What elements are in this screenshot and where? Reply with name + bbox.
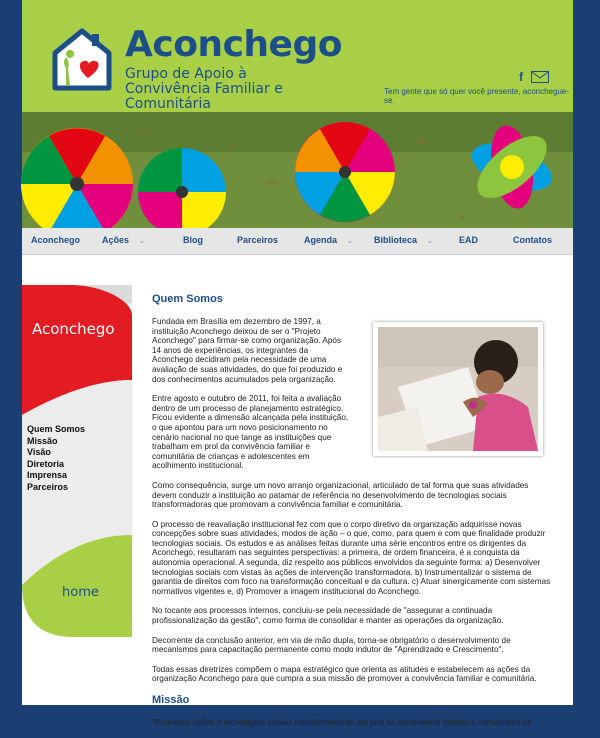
nav-item-aconchego[interactable]: Aconchego: [31, 235, 81, 245]
site-subtitle: Grupo de Apoio à Convivência Familiar e Comunitária: [125, 66, 283, 112]
hero-banner: [22, 112, 573, 228]
nav-item-contatos[interactable]: Contatos: [513, 235, 552, 245]
paragraph: Entre agosto e outubro de 2011, foi feita a avaliação dentro de um processo de planejamento estratégico. Ficou evidente a dimensão alcançada pela instituição, o que apontou para um novo posicionamento no cenário nacional no que tange as instituições que trabalham em prol da convivência familiar e comunitária de crianças e adolescentes em acolhimento institucional.: [152, 394, 349, 471]
nav-item-biblioteca[interactable]: Biblioteca ⌄: [374, 235, 433, 245]
sidebar-item-parceiros[interactable]: Parceiros: [27, 481, 69, 492]
sidebar-home-link[interactable]: home: [62, 585, 99, 600]
paragraph: Todas essas diretrizes compõem o mapa estratégico que orienta as atitudes e estabelecem as ações da organização Aconchego para que cumpra a sua missão de promover a convivência familiar e comunitária.: [152, 664, 537, 684]
chevron-down-icon: ⌄: [427, 238, 433, 245]
nav-item-parceiros[interactable]: Parceiros: [237, 235, 279, 245]
sidebar-item-quem-somos[interactable]: Quem Somos: [27, 424, 86, 434]
house-heart-logo-icon[interactable]: [52, 28, 112, 92]
chevron-down-icon: ⌄: [139, 238, 145, 245]
nav-item-agenda[interactable]: Agenda ⌄: [304, 235, 353, 245]
sidebar-item-missao[interactable]: Missão: [27, 435, 58, 446]
nav-item-ead[interactable]: EAD: [459, 235, 479, 245]
nav-item-blog[interactable]: Blog: [183, 235, 203, 245]
sidebar-menu: [27, 424, 85, 493]
tagline: Tem gente que só quer você presente, aconchegue-se.: [384, 87, 570, 105]
content-photo: [373, 322, 543, 456]
paragraph: No tocante aos processos internos, concluiu-se pela necessidade de "assegurar a continuada profissionalização da gestão", como forma de consolidar e manter as operações da organização.: [152, 606, 504, 626]
facebook-icon[interactable]: f: [519, 70, 523, 84]
section-title-missao: Missão: [152, 694, 190, 706]
site-brand[interactable]: Aconchego: [125, 24, 342, 65]
page: [22, 0, 573, 727]
paragraph: O processo de reavaliação institucional fez com que o corpo diretivo da organização adquirisse novas concepções sobre suas atividades, modos de ação – o que, como, para quem e com que finalidade produzir tecnologias sociais. Os estudos e as análises feitas durante uma série encontros entre os dirigentes da Aconchego, resultaram nas seguintes perspectivas: a primeira, de ordem financeira, é a conquista da autonomia operacional. A segunda, diz respeito aos públicos envolvidos da seguinte forma: a) Desenvolver tecnologias sociais com vistas às ações de intervenção transformadora. b) Instrumentalizar o sistema de garantia de direitos com foco na transformação conceitual e da cultura. c) Atuar sinergicamente com sistemas normativos vigentes e, d) Promover a imagem institucional do Aconchego.: [152, 519, 551, 596]
main-nav: [22, 228, 573, 255]
chevron-down-icon: ⌄: [347, 238, 353, 245]
paragraph: Fundada em Brasília em dezembro de 1997, a instituição Aconchego deixou de ser o "Projeto Aconchego" para firmar-se como organização. Após 14 anos de experiências, os integrantes da Aconchego decidiram pela necessidade de uma avaliação de suas atividades, do que foi produzido e dos conhecimentos acumulados pela organização.: [152, 317, 343, 384]
paragraph: Decorrente da conclusão anterior, em via de mão dupla, torna-se obrigatório o desenvolvimento de mecanismos para capacitação permanente como modo indutor de "Aprendizado e Crescimento".: [152, 635, 511, 655]
page-title: Quem Somos: [152, 293, 223, 305]
nav-item-acoes[interactable]: Ações ⌄: [102, 235, 145, 245]
paragraph: "Promover ações e tecnologias sociais transformadoras em prol da convivência familiar e comunitária de: [152, 718, 532, 727]
sidebar-item-visao[interactable]: Visão: [27, 447, 51, 457]
mail-icon[interactable]: [531, 71, 549, 83]
paragraph: Como consequência, surge um novo arranjo organizacional, articulado de tal forma que suas atividades devem conduzir a instituição ao patamar de referência no desenvolvimento de tecnologias sociais transformadoras que promovam a convivência familiar e comunitária.: [152, 480, 529, 510]
site-header: [22, 0, 573, 112]
sidebar-item-diretoria[interactable]: Diretoria: [27, 458, 65, 469]
sidebar-item-imprensa[interactable]: Imprensa: [27, 470, 68, 480]
sidebar-label: Aconchego: [32, 320, 115, 338]
